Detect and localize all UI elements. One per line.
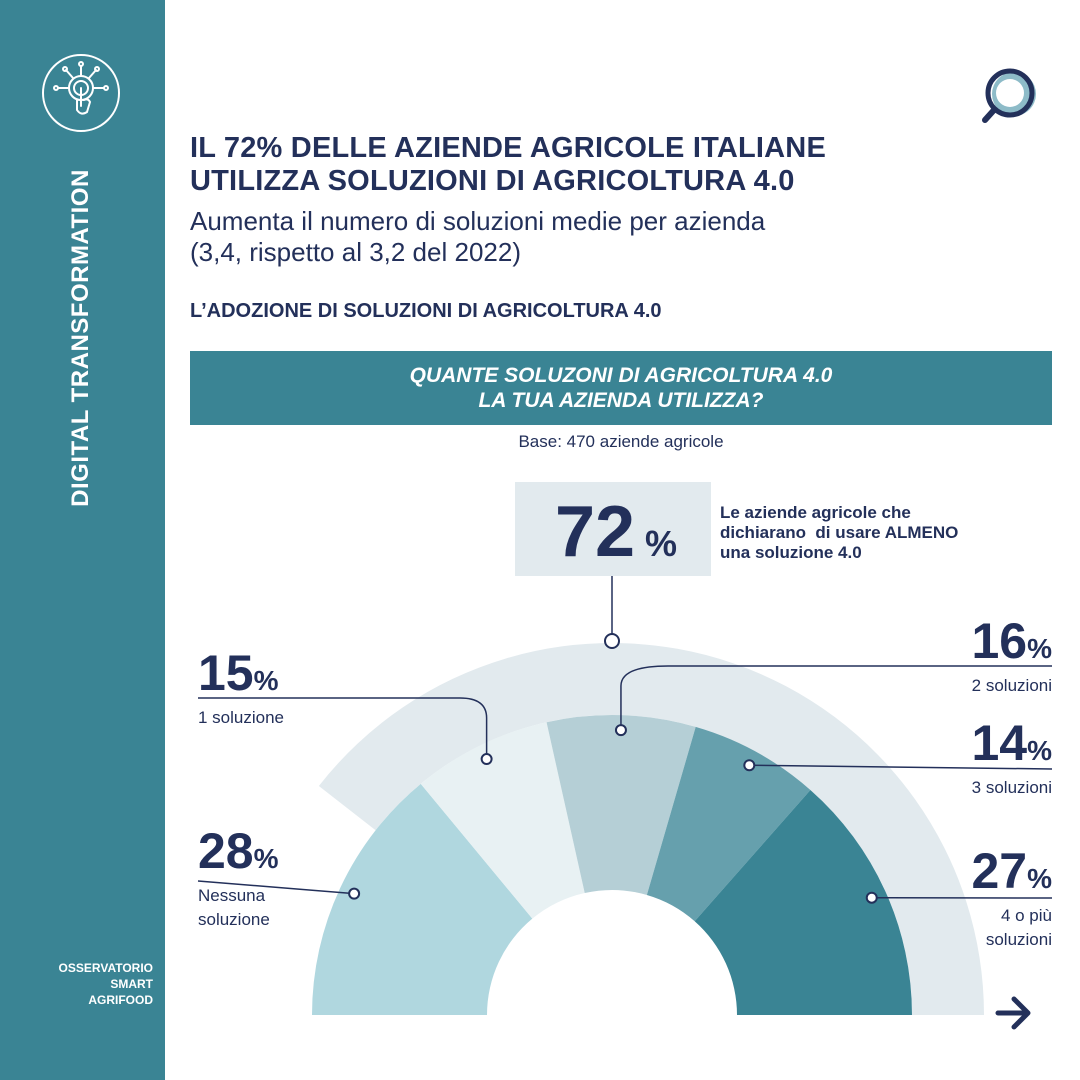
data-label-category: soluzione bbox=[198, 910, 270, 929]
question-line: LA TUA AZIENDA UTILIZZA? bbox=[478, 389, 764, 412]
arrow-right-icon[interactable] bbox=[998, 999, 1028, 1027]
subtitle-line: (3,4, rispetto al 3,2 del 2022) bbox=[190, 237, 521, 267]
title-line: IL 72% DELLE AZIENDE AGRICOLE ITALIANE bbox=[190, 132, 826, 164]
leader-dot bbox=[867, 893, 877, 903]
data-label-category: 3 soluzioni bbox=[971, 778, 1052, 797]
hero-note bbox=[720, 503, 1050, 563]
data-label-value: 14% bbox=[971, 715, 1052, 771]
data-label-value: 28% bbox=[198, 823, 279, 879]
subtitle-line: Aumenta il numero di soluzioni medie per azienda bbox=[190, 206, 766, 236]
brand-line: AGRIFOOD bbox=[88, 993, 153, 1007]
sample-base: Base: 470 aziende agricole bbox=[518, 432, 724, 451]
data-label-value: 27% bbox=[971, 843, 1052, 899]
leader-dot bbox=[482, 754, 492, 764]
hero-unit: % bbox=[645, 523, 678, 564]
section-title: L’ADOZIONE DI SOLUZIONI DI AGRICOLTURA 4.0 bbox=[190, 300, 662, 322]
hero-note-line: dichiarano di usare ALMENO bbox=[720, 523, 959, 542]
data-label-category: 1 soluzione bbox=[198, 708, 285, 727]
question-line: QUANTE SOLUZONI DI AGRICOLTURA 4.0 bbox=[409, 364, 833, 387]
hero-value: 72 bbox=[554, 492, 636, 572]
data-label-category: soluzioni bbox=[985, 930, 1052, 949]
data-label-category: 2 soluzioni bbox=[971, 676, 1052, 695]
title-line: UTILIZZA SOLUZIONI DI AGRICOLTURA 4.0 bbox=[190, 165, 795, 197]
data-label-category: 4 o più bbox=[1000, 906, 1052, 925]
data-label-category: Nessuna bbox=[198, 886, 266, 905]
section-vertical-label: DIGITAL TRANSFORMATION bbox=[67, 169, 94, 507]
hero-note-line: una soluzione 4.0 bbox=[720, 543, 862, 562]
leader-dot bbox=[349, 889, 359, 899]
leader-dot bbox=[616, 725, 626, 735]
brand-line: SMART bbox=[110, 977, 153, 991]
data-label-value: 16% bbox=[971, 613, 1052, 669]
hero-note-line: Le aziende agricole che bbox=[720, 503, 911, 522]
leader-dot bbox=[744, 760, 754, 770]
brand-line: OSSERVATORIO bbox=[58, 961, 153, 975]
hero-leader-dot bbox=[605, 634, 619, 648]
data-label-value: 15% bbox=[198, 645, 279, 701]
